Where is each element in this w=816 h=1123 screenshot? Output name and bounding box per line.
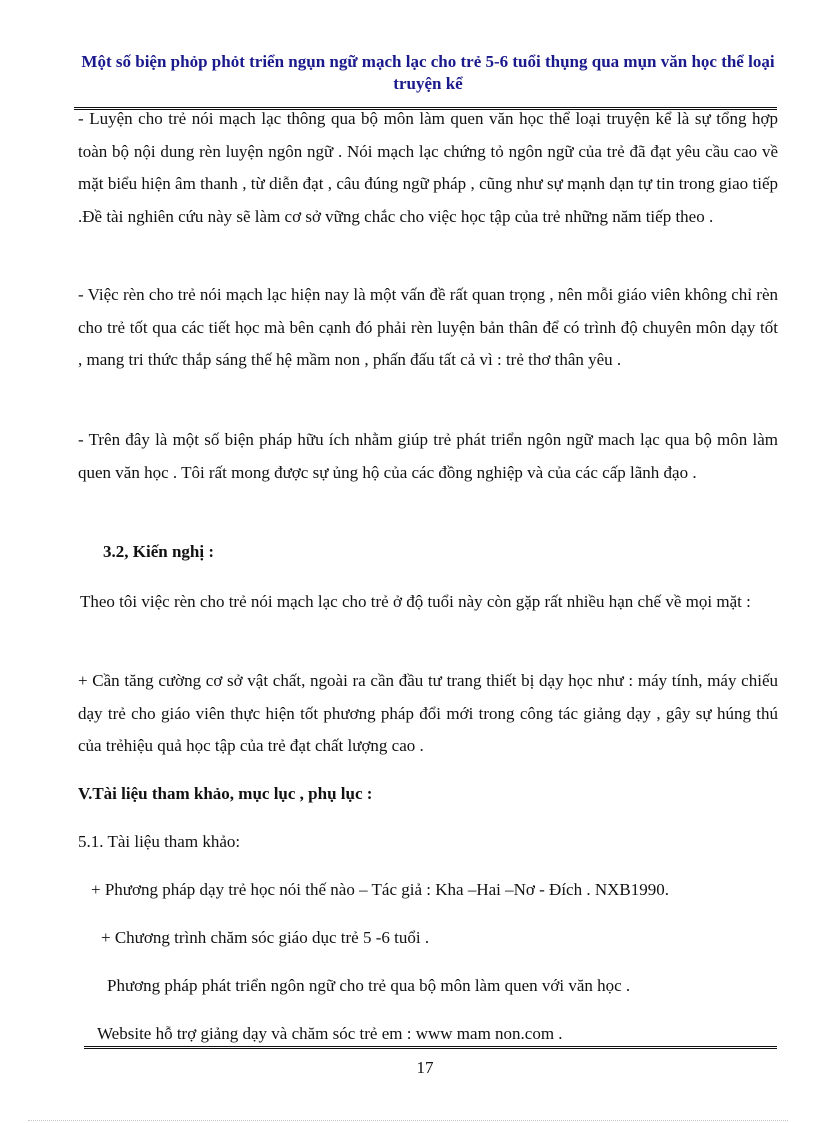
- reference-item: + Chương trình chăm sóc giáo dục trẻ 5 -6 tuổi .: [101, 928, 430, 947]
- subheading-references: 5.1. Tài liệu tham khảo:: [78, 832, 241, 851]
- paragraph-recommendation-intro: Theo tôi việc rèn cho trẻ nói mạch lạc cho trẻ ở độ tuổi này còn gặp rất nhiều hạn chế về mọi mặt :: [80, 592, 751, 611]
- reference-item: Website hỗ trợ giảng dạy và chăm sóc trẻ em : www mam non.com .: [97, 1024, 563, 1043]
- reference-item: Phương pháp phát triển ngôn ngữ cho trẻ qua bộ môn làm quen với văn học .: [107, 976, 631, 995]
- paragraph-teacher-role: - Việc rèn cho trẻ nói mạch lạc hiện nay là một vấn đề rất quan trọng , nên mỗi giáo viên không chỉ rèn cho trẻ tốt qua các tiết học mà bên cạnh đó phải rèn luyện bản thân để có trình độ chuyên môn dạy tốt , mang tri thức thắp sáng thế hệ mầm non , phấn đấu tất cả vì : trẻ thơ thân yêu .: [78, 285, 778, 369]
- paragraph-conclusion: - Trên đây là một số biện pháp hữu ích nhằm giúp trẻ phát triển ngôn ngữ mach lạc qua bộ môn làm quen văn học . Tôi rất mong được sự ủng hộ của các đồng nghiệp và của các cấp lãnh đạo .: [78, 430, 778, 482]
- footer-divider: [84, 1046, 777, 1049]
- page-edge-divider: [28, 1120, 788, 1121]
- section-heading-references: V.Tài liệu tham khảo, mục lục , phụ lục :: [78, 784, 373, 803]
- section-heading-recommendations: 3.2, Kiến nghị :: [103, 542, 214, 561]
- reference-item: + Phương pháp dạy trẻ học nói thế nào – Tác giả : Kha –Hai –Nơ - Đích . NXB1990.: [91, 880, 669, 899]
- paragraph-recommendation-equipment: + Cần tăng cường cơ sở vật chất, ngoài ra cần đầu tư trang thiết bị dạy học như : máy tính, máy chiếu dạy trẻ cho giáo viên thực hiện tốt phương pháp đổi mới trong công tác giảng dạy , gây sự húng thú của trẻhiệu quả học tập của trẻ đạt chất lượng cao .: [78, 671, 778, 755]
- paragraph-coherent-speech-summary: - Luyện cho trẻ nói mạch lạc thông qua bộ môn làm quen văn học thể loại truyện kể là sự tổng hợp toàn bộ nội dung rèn luyện ngôn ngữ . Nói mạch lạc chứng tỏ ngôn ngữ của trẻ đã đạt yêu cầu cao về mặt biểu hiện âm thanh , từ diễn đạt , câu đúng ngữ pháp , cũng như sự mạnh dạn tự tin trong giao tiếp .Đề tài nghiên cứu này sẽ làm cơ sở vững chắc cho việc học tập của trẻ những năm tiếp theo .: [78, 109, 778, 226]
- page-number: 17: [416, 1058, 434, 1077]
- page-header-title: Một số biện phỏp phỏt triển ngụn ngữ mạch lạc cho trẻ 5-6 tuổi thụng qua mụn văn học thể loại truyện kể: [81, 52, 775, 93]
